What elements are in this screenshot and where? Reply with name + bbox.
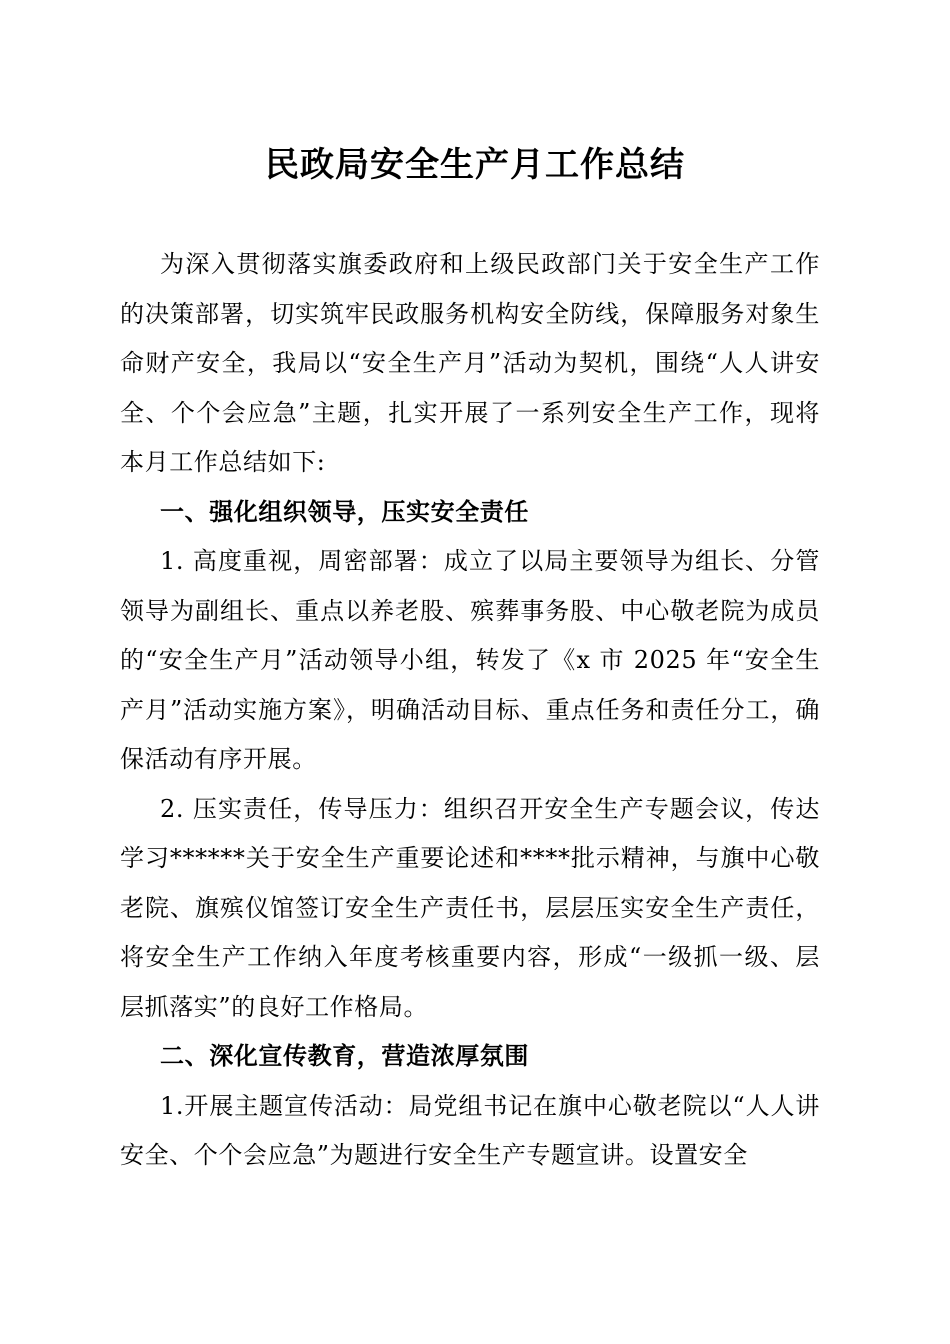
section-heading: 二、深化宣传教育，营造浓厚氛围 <box>160 1042 529 1070</box>
intro-paragraph: 为深入贯彻落实旗委政府和上级民政部门关于安全生产工作的决策部署，切实筑牢民政服务机构安全防线，保障服务对象生命财产安全，我局以“安全生产月”活动为契机，围绕“人人讲安全、个个会应急”主题，扎实开展了一系列安全生产工作，现将本月工作总结如下: <box>120 250 820 476</box>
section-heading: 一、强化组织领导，压实安全责任 <box>160 497 529 526</box>
section-paragraph: 2. 压实责任，传导压力：组织召开安全生产专题会议，传达学习******关于安全生产重要论述和****批示精神，与旗中心敬老院、旗殡仪馆签订安全生产责任书，层层压实安全生产责任，将安全生产工作纳入年度考核重要内容，形成“一级抓一级、层层抓落实”的良好工作格局。 <box>120 794 820 1021</box>
document-body <box>120 240 820 1181</box>
document-title: 民政局安全生产月工作总结 <box>265 145 685 185</box>
section-paragraph: 1.开展主题宣传活动：局党组书记在旗中心敬老院以“人人讲安全、个个会应急”为题进行安全生产专题宣讲。设置安全 <box>120 1091 820 1169</box>
section-paragraph: 1. 高度重视，周密部署：成立了以局主要领导为组长、分管领导为副组长、重点以养老股、殡葬事务股、中心敬老院为成员的“安全生产月”活动领导小组，转发了《x 市 2025 年“安全生产月”活动实施方案》，明确活动目标、重点任务和责任分工，确保活动有序开展。 <box>120 547 820 773</box>
